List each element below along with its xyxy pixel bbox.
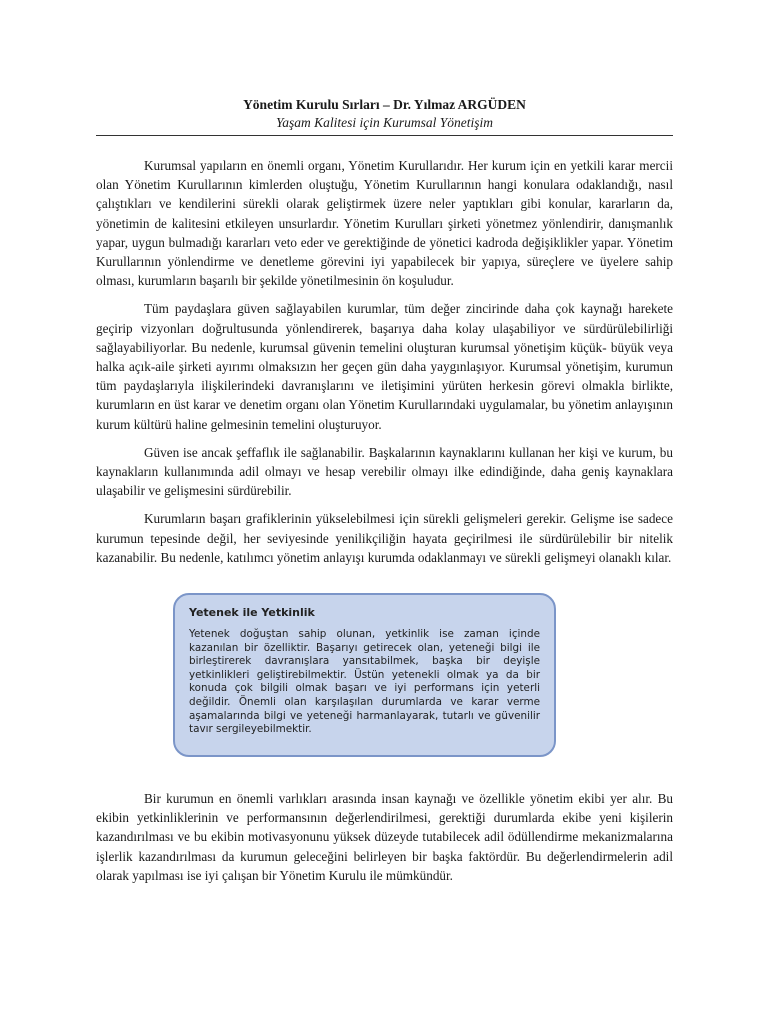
paragraph-4: Kurumların başarı grafiklerinin yükselebilmesi için sürekli gelişmeleri gerekir. Gelişme ise sadece kurumun tepesinde değil, her seviyesinde yenilikçiliğin hayata geçirilmesi ile sürdürülebilir bir nitelik kazanabilir. Bu nedenle, katılımcı yönetim anlayışı kurumda odaklanmayı ve sürekli gelişmeyi olanaklı kılar.: [96, 511, 673, 565]
paragraph-1: Kurumsal yapıların en önemli organı, Yönetim Kurullarıdır. Her kurum için en yetkili karar mercii olan Yönetim Kurullarının kimlerden oluştuğu, Yönetim Kurullarının hangi konulara odaklandığı, nasıl çalıştıkları ve kendilerini sürekli olarak geliştirmek üzere neler yaptıkları gibi konular, kararların da, yönetimin de kalitesini etkileyen unsurlardır. Yönetim Kurulları şirketi yönetmez yönlendirir, danışmanlık yapar, uygun bulmadığı kararları veto eder ve gerektiğinde de yönetici kadroda değişiklikler yapar. Yönetim Kurullarının yönlendirme ve denetleme görevini iyi yapabilecek bir yapıya, süreçlere ve üyelere sahip olması, kurumların başarılı bir şekilde yönetilmesinin ön koşuludur.: [96, 158, 673, 289]
callout-box: [173, 593, 556, 757]
document-page: [96, 96, 673, 885]
callout-title: Yetenek ile Yetkinlik: [189, 606, 315, 620]
paragraph-2: Tüm paydaşlara güven sağlayabilen kurumlar, tüm değer zincirinde daha çok kaynağı harekete geçirip vizyonları doğrultusunda yönlendirerek, başarıya daha kolay ulaşabiliyor ve sürdürülebilirliği sağlayabiliyorlar. Bu nedenle, kurumsal güvenin temelini oluşturan kurumsal yönetişim küçük- büyük veya halka açık-aile şirketi ayırımı olmaksızın her geçen gün daha yaygınlaşıyor. Kurumsal yönetişim, kurumun tüm paydaşlarıyla ilişkilerindeki davranışlarını ve iletişimini yürüten herkesin görevi olmakla birlikte, kurumların en üst karar ve denetim organı olan Yönetim Kurullarındaki uygulamalar, bu yönetim anlayışının kurum kültürü haline gelmesinin temelini oluşturuyor.: [96, 301, 673, 432]
paragraph-3: Güven ise ancak şeffaflık ile sağlanabilir. Başkalarının kaynaklarını kullanan her kişi ve kurum, bu kaynakların kullanımında adil olmayı ve hesap verebilir olmayı ilke edindiğinde, daha geniş kaynaklara ulaşabilir ve gelişmesini sürdürebilir.: [96, 444, 673, 499]
closing-paragraph: Bir kurumun en önemli varlıkları arasında insan kaynağı ve özellikle yönetim ekibi yer alır. Bu ekibin yetkinliklerinin ve performansının değerlendirilmesi, gerektiği durumlarda ekibe yeni kişilerin kazandırılması ve bu ekibin motivasyonunu yüksek düzeyde tutabilecek adil ödüllendirme mekanizmalarına işlerlik kazandırılması da kurumun geleceğini belirleyen bir başka faktördür. Bu değerlendirmelerin adil olarak yapılması ise iyi çalışan bir Yönetim Kurulu ile mümkündür.: [96, 791, 673, 883]
document-title: Yönetim Kurulu Sırları – Dr. Yılmaz ARGÜDEN: [243, 97, 526, 112]
document-subtitle: Yaşam Kalitesi için Kurumsal Yönetişim: [96, 114, 673, 136]
callout-text: Yetenek doğuştan sahip olunan, yetkinlik ise zaman içinde kazanılan bir özelliktir. Başarıyı getirecek olan, yeteneği bilgi ile birleştirerek davranışlara yansıtabilmek, başka bir deyişle yetkinlikleri geliştirebilmektir. Üstün yetenekli olmak ya da bir konuda çok bilgili olmak başarı ve iyi performans için yeterli değildir. Önemli olan karşılaşılan durumlarda ve karar verme aşamalarında bilgi ve yeteneği harmanlayarak, tutarlı ve güvenilir tavır sergileyebilmektir.: [189, 628, 540, 736]
